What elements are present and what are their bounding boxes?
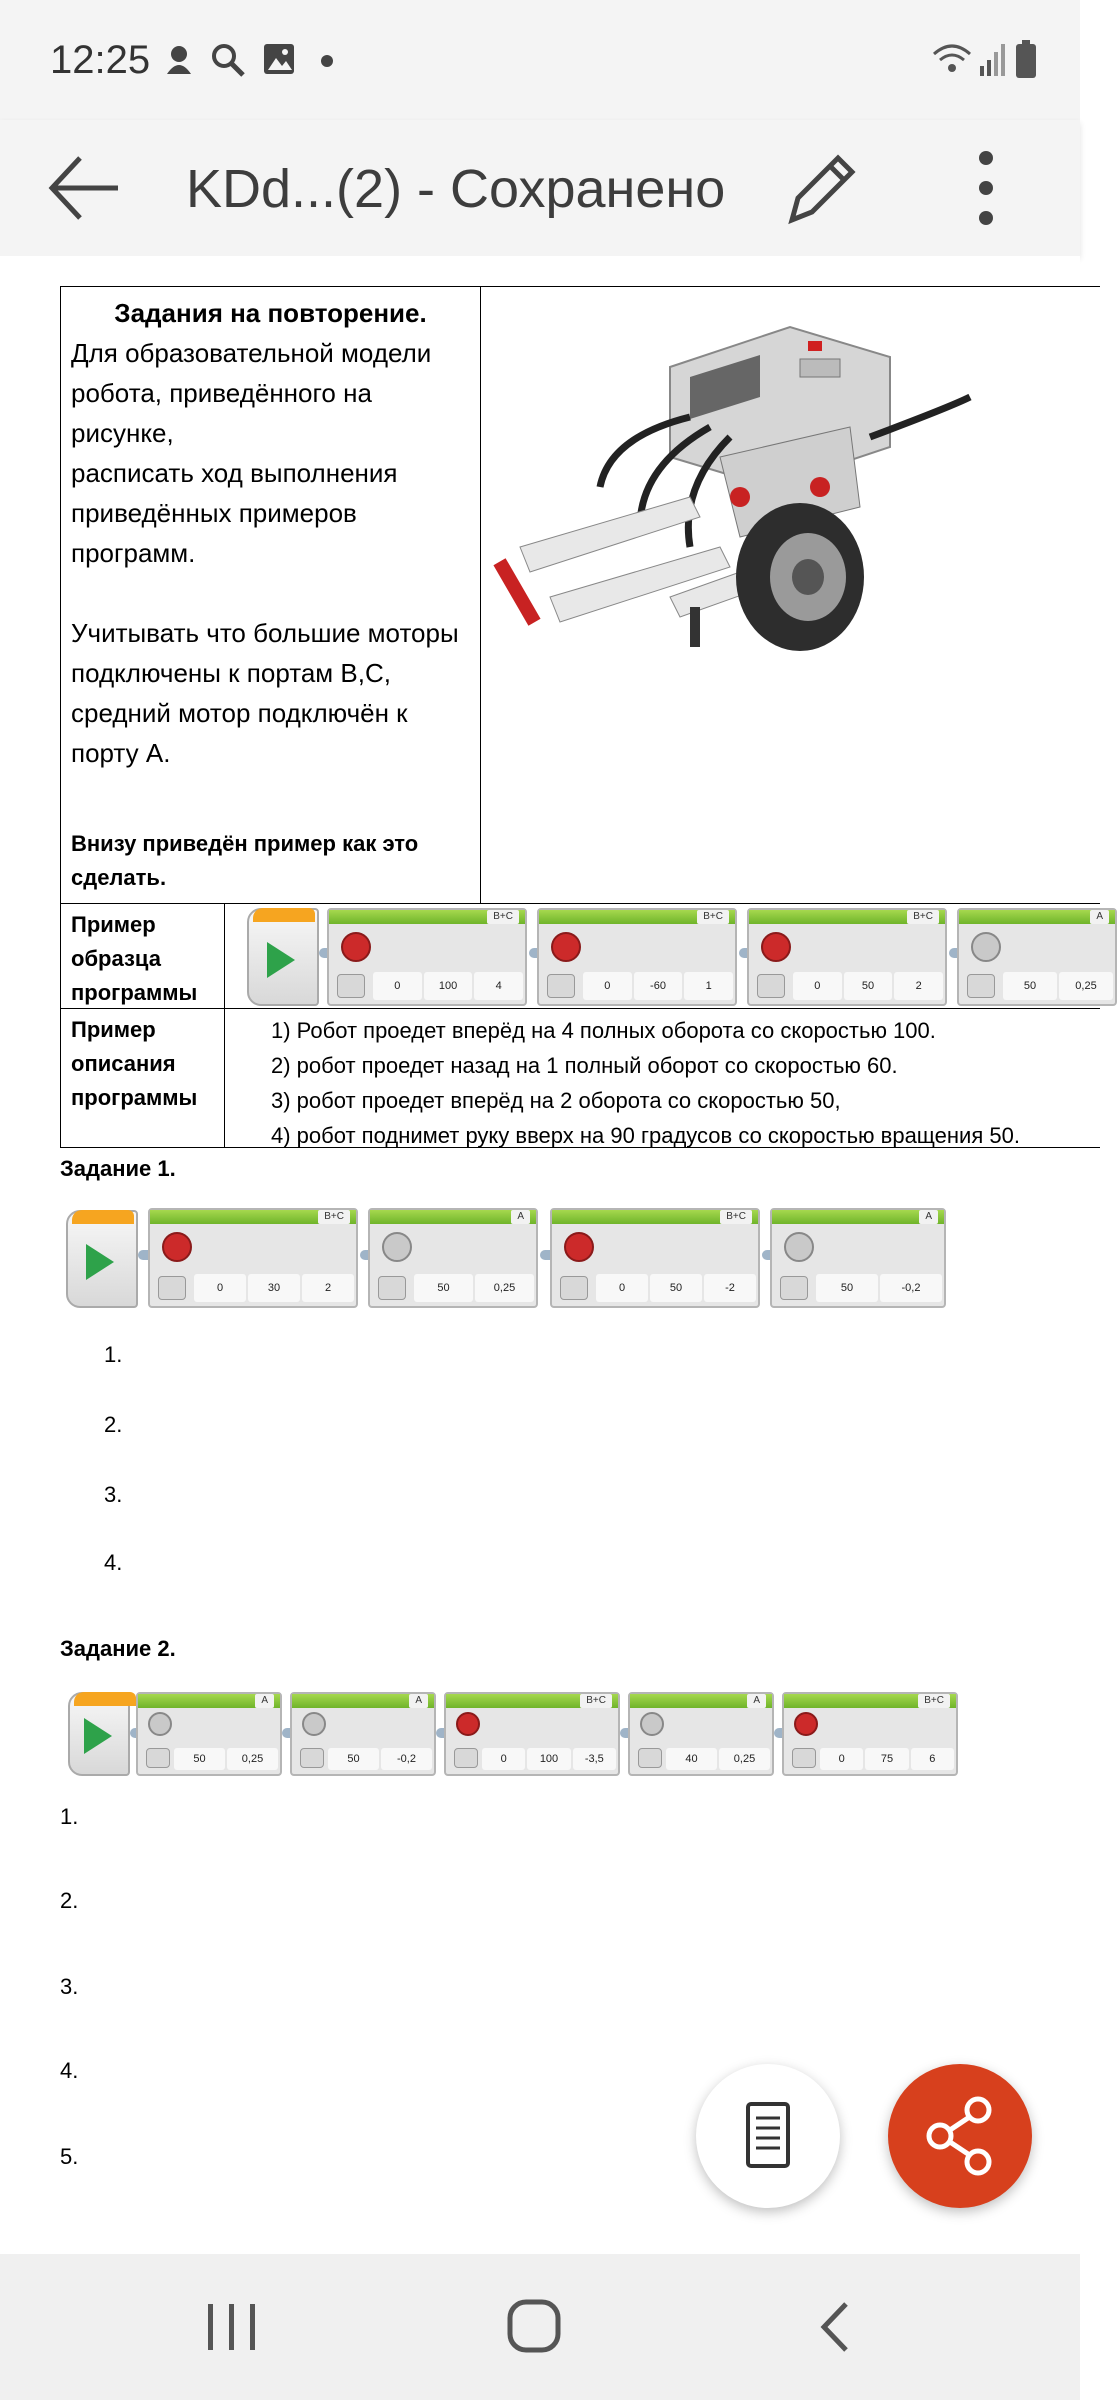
intro-note-line: Внизу приведён пример как это <box>71 831 419 856</box>
task1-title: Задание 1. <box>60 1156 176 1181</box>
motor-icon <box>162 1232 192 1262</box>
block-port: A <box>255 1694 274 1708</box>
answer-item: 4. <box>104 1550 123 1575</box>
block-value: -0,2 <box>381 1748 432 1770</box>
block-value: 40 <box>666 1748 717 1770</box>
motor-icon <box>761 932 791 962</box>
signal-battery-icons <box>932 38 1042 82</box>
block-value: 0,25 <box>475 1274 534 1302</box>
move-tank-block <box>782 1692 958 1776</box>
motor-icon <box>456 1712 480 1736</box>
move-tank-block <box>550 1208 760 1308</box>
medium-motor-block <box>290 1692 436 1776</box>
intro-note-line: сделать. <box>71 865 167 890</box>
nav-back-icon[interactable] <box>816 2298 856 2356</box>
intro-heading: Задания на повторение. <box>114 298 427 328</box>
share-button[interactable] <box>888 2064 1032 2208</box>
medium-motor-icon <box>148 1712 172 1736</box>
block-value: -0,2 <box>880 1274 942 1302</box>
ev3-robot-image <box>480 287 1100 905</box>
medium-motor-icon <box>382 1232 412 1262</box>
block-port: A <box>409 1694 428 1708</box>
medium-motor-block <box>957 908 1117 1006</box>
block-value: 50 <box>816 1274 878 1302</box>
medium-motor-block <box>368 1208 538 1308</box>
answer-item: 5. <box>60 2144 79 2169</box>
more-options-icon[interactable] <box>966 138 1006 238</box>
block-value: 100 <box>527 1748 570 1770</box>
block-value: 100 <box>424 972 473 1000</box>
answer-item: 2. <box>60 1888 79 1913</box>
answer-item: 2. <box>104 1412 123 1437</box>
answer-item: 4. <box>60 2058 79 2083</box>
notification-icon <box>162 42 196 78</box>
answer-item: 3. <box>104 1482 123 1507</box>
block-value: 50 <box>328 1748 379 1770</box>
move-tank-block <box>148 1208 358 1308</box>
intro-line: рисунке, <box>71 418 174 448</box>
block-port: B+C <box>720 1210 752 1224</box>
motor-icon <box>551 932 581 962</box>
motor-icon <box>341 932 371 962</box>
block-value: 0 <box>583 972 632 1000</box>
block-value: 6 <box>911 1748 954 1770</box>
block-port: A <box>1090 910 1109 924</box>
block-value: 30 <box>248 1274 300 1302</box>
description-line: 3) робот проедет вперёд на 2 оборота со скоростью 50, <box>271 1088 841 1113</box>
medium-motor-icon <box>640 1712 664 1736</box>
block-value: -60 <box>634 972 683 1000</box>
task1-program-blocks <box>66 1208 966 1312</box>
block-port: B+C <box>580 1694 612 1708</box>
play-icon <box>86 1244 114 1280</box>
share-icon <box>888 2064 1032 2208</box>
status-time: 12:25 <box>50 38 151 82</box>
block-value: 50 <box>650 1274 702 1302</box>
move-tank-block <box>327 908 527 1006</box>
document-page[interactable] <box>0 256 1103 2254</box>
intro-line: программ. <box>71 538 196 568</box>
description-lines <box>271 1013 1020 1153</box>
medium-motor-block <box>628 1692 774 1776</box>
intro-line: средний мотор подключён к <box>71 698 408 728</box>
document-icon <box>696 2064 840 2208</box>
block-value: 0 <box>793 972 842 1000</box>
block-value: 50 <box>174 1748 225 1770</box>
motor-icon <box>794 1712 818 1736</box>
robot-image-cell <box>480 286 1100 904</box>
intro-line: порту A. <box>71 738 171 768</box>
block-value: 75 <box>865 1748 908 1770</box>
block-port: B+C <box>697 910 729 924</box>
block-port: A <box>919 1210 938 1224</box>
block-value: 0,25 <box>719 1748 770 1770</box>
block-value: 50 <box>844 972 893 1000</box>
block-port: A <box>747 1694 766 1708</box>
block-value: 2 <box>894 972 943 1000</box>
description-row <box>60 1008 1100 1148</box>
block-port: B+C <box>918 1694 950 1708</box>
recent-apps-icon[interactable] <box>204 2298 260 2356</box>
block-port: A <box>511 1210 530 1224</box>
more-notifications-icon <box>320 54 334 68</box>
block-value: 1 <box>684 972 733 1000</box>
block-value: -3,5 <box>573 1748 616 1770</box>
intro-line: приведённых примеров <box>71 498 357 528</box>
block-port: B+C <box>318 1210 350 1224</box>
intro-note <box>71 827 418 895</box>
answer-item: 1. <box>104 1342 123 1367</box>
medium-motor-icon <box>971 932 1001 962</box>
description-line: 2) робот проедет назад на 1 полный оборот со скоростью 60. <box>271 1053 898 1078</box>
description-line: 4) робот поднимет руку вверх на 90 градусов со скоростью вращения 50. <box>271 1123 1020 1148</box>
reading-mode-button[interactable] <box>696 2064 840 2208</box>
home-icon[interactable] <box>506 2298 564 2356</box>
gallery-icon <box>262 42 296 76</box>
block-value: 0 <box>194 1274 246 1302</box>
intro-line: робота, приведённого на <box>71 378 372 408</box>
block-port: B+C <box>487 910 519 924</box>
block-port: B+C <box>907 910 939 924</box>
intro-line: Для образовательной модели <box>71 338 432 368</box>
task2-program-blocks <box>68 1692 968 1776</box>
app-bar <box>0 120 1080 256</box>
task2-title: Задание 2. <box>60 1636 176 1661</box>
intro-line: подключены к портам B,C, <box>71 658 391 688</box>
block-value: 50 <box>1003 972 1057 1000</box>
block-value: 0,25 <box>227 1748 278 1770</box>
back-arrow-icon[interactable] <box>46 140 126 236</box>
block-value: 0 <box>373 972 422 1000</box>
play-icon <box>267 942 295 978</box>
medium-motor-icon <box>784 1232 814 1262</box>
move-tank-block <box>747 908 947 1006</box>
answer-item: 1. <box>60 1804 79 1829</box>
block-value: 50 <box>414 1274 473 1302</box>
medium-motor-icon <box>302 1712 326 1736</box>
intro-line <box>71 573 470 613</box>
intro-text <box>61 333 480 773</box>
block-value: 4 <box>474 972 523 1000</box>
block-value: 0 <box>820 1748 863 1770</box>
description-line: 1) Робот проедет вперёд на 4 полных оборота со скоростью 100. <box>271 1018 936 1043</box>
intro-line: расписать ход выполнения <box>71 458 398 488</box>
navigation-bar <box>0 2254 1080 2400</box>
answer-item: 3. <box>60 1974 79 1999</box>
start-block <box>247 908 319 1006</box>
intro-cell <box>60 286 481 904</box>
intro-line: Учитывать что большие моторы <box>71 618 459 648</box>
edit-pencil-icon[interactable] <box>780 134 860 234</box>
search-icon <box>210 42 246 78</box>
block-value: 0,25 <box>1059 972 1113 1000</box>
start-block <box>66 1210 138 1308</box>
medium-motor-block <box>136 1692 282 1776</box>
sample-program-blocks <box>247 908 1107 1008</box>
start-block <box>68 1692 130 1776</box>
motor-icon <box>564 1232 594 1262</box>
block-value: 2 <box>302 1274 354 1302</box>
move-tank-block <box>444 1692 620 1776</box>
medium-motor-block <box>770 1208 946 1308</box>
move-tank-block <box>537 908 737 1006</box>
block-value: 0 <box>596 1274 648 1302</box>
play-icon <box>84 1718 112 1754</box>
block-value: 0 <box>482 1748 525 1770</box>
block-value: -2 <box>704 1274 756 1302</box>
description-label: Пример описания программы <box>61 1009 225 1147</box>
sample-program-row <box>60 903 1103 1009</box>
document-title: KDd...(2) - Сохранено <box>186 159 726 219</box>
sample-program-label: Пример образца программы <box>61 904 225 1008</box>
status-bar <box>0 0 1080 120</box>
